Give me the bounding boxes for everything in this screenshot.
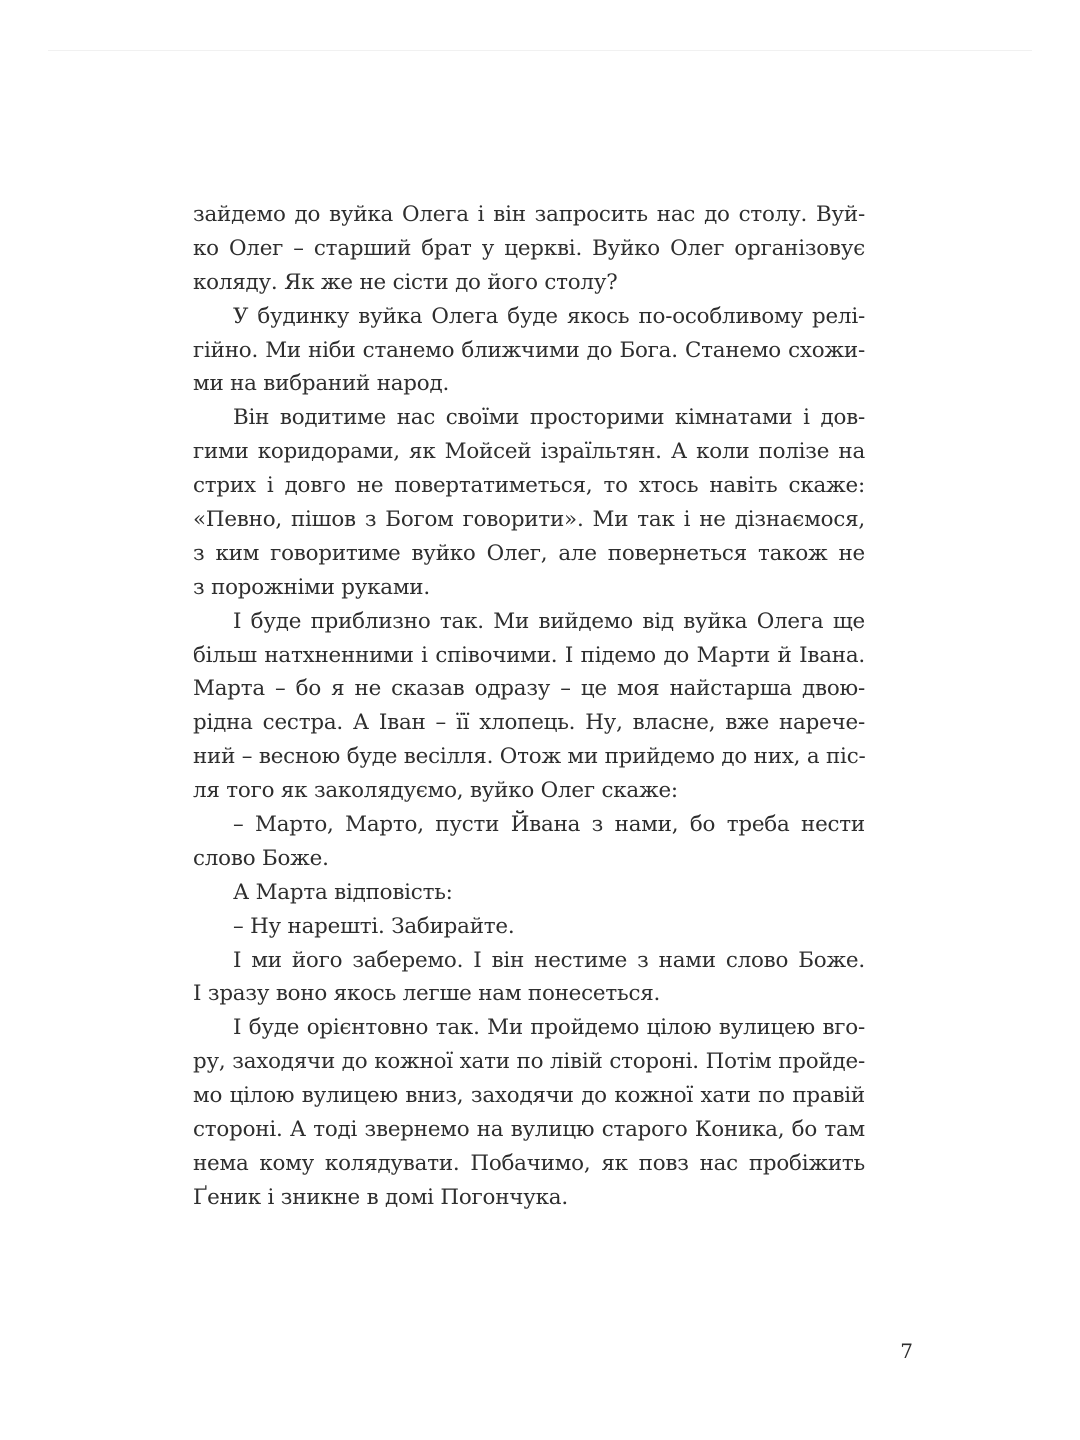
- text-line: У будинку вуйка Олега буде якось по-особливому релі-: [233, 303, 865, 329]
- text-line: з ким говоритиме вуйко Олег, але повернеться також не: [193, 540, 865, 566]
- body-text: [193, 198, 865, 1215]
- text-line: з порожніми руками.: [193, 574, 430, 600]
- text-line: Ґеник і зникне в домі Погончука.: [193, 1184, 568, 1210]
- text-line: І буде орієнтовно так. Ми пройдемо цілою вулицею вго-: [233, 1015, 865, 1041]
- text-line: ко Олег – старший брат у церкві. Вуйко Олег організовує: [193, 235, 865, 261]
- text-line: мо цілою вулицею вниз, заходячи до кожної хати по правій: [193, 1083, 865, 1109]
- top-divider: [48, 50, 1032, 51]
- text-line: стороні. А тоді звернемо на вулицю старого Коника, бо там: [193, 1117, 865, 1143]
- text-line: гими коридорами, як Мойсей ізраїльтян. А коли полізе на: [193, 439, 865, 465]
- text-line: гійно. Ми ніби станемо ближчими до Бога. Станемо схожи-: [193, 337, 865, 363]
- text-line: Марта – бо я не сказав одразу – це моя найстарша двою-: [193, 676, 865, 702]
- text-line: коляду. Як же не сісти до його столу?: [193, 269, 618, 295]
- text-line: ний – весною буде весілля. Отож ми прийдемо до них, а піс-: [193, 744, 866, 770]
- text-line: стрих і довго не повертатиметься, то хтось навіть скаже:: [193, 473, 865, 499]
- text-line: більш натхненними і співочими. І підемо до Марти й Івана.: [193, 642, 865, 668]
- text-line: А Марта відповість:: [233, 879, 453, 905]
- text-line: ру, заходячи до кожної хати по лівій стороні. Потім пройде-: [193, 1049, 865, 1075]
- text-line: зайдемо до вуйка Олега і він запросить нас до столу. Вуй-: [193, 202, 865, 227]
- text-line: – Ну нарешті. Забирайте.: [233, 913, 515, 939]
- text-line: нема кому колядувати. Побачимо, як повз нас пробіжить: [193, 1150, 865, 1176]
- text-line: ми на вибраний народ.: [193, 371, 450, 397]
- text-line: І ми його заберемо. І він нестиме з нами слово Боже.: [233, 947, 865, 973]
- text-line: ля того як заколядуємо, вуйко Олег скаже:: [193, 778, 678, 804]
- text-line: рідна сестра. А Іван – її хлопець. Ну, власне, вже нарече-: [193, 710, 865, 736]
- page-number: 7: [900, 1339, 913, 1363]
- text-line: І буде приблизно так. Ми вийдемо від вуйка Олега ще: [233, 608, 865, 634]
- text-line: І зразу воно якось легше нам понесеться.: [193, 981, 661, 1007]
- text-line: слово Боже.: [193, 845, 329, 871]
- text-line: – Марто, Марто, пусти Йвана з нами, бо треба нести: [233, 812, 865, 838]
- text-line: «Певно, пішов з Богом говорити». Ми так і не дізнаємося,: [193, 507, 865, 533]
- text-line: Він водитиме нас своїми просторими кімнатами і дов-: [233, 405, 865, 431]
